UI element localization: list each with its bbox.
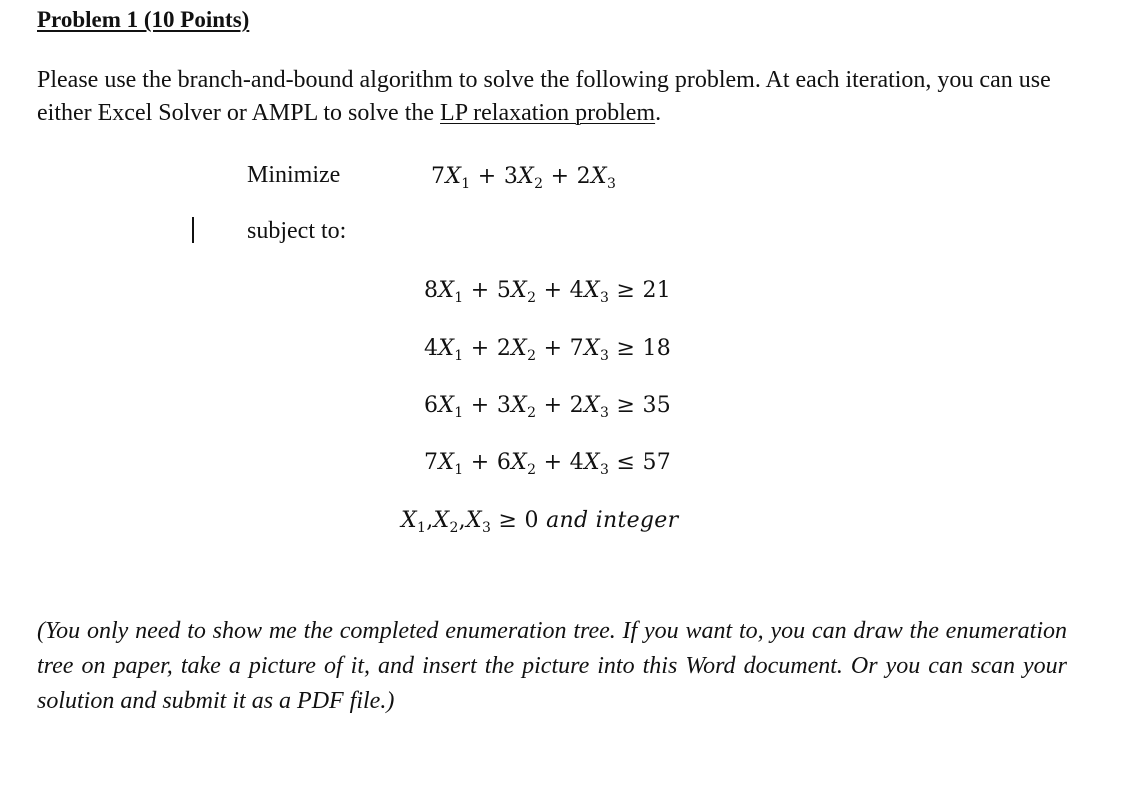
math-variable: X <box>583 278 600 303</box>
subject-to-label: subject to: <box>247 218 347 244</box>
math-subscript: 3 <box>599 348 610 364</box>
math-operator: + <box>463 393 497 418</box>
text-cursor <box>192 217 194 243</box>
math-relation: ≤ <box>609 450 643 475</box>
math-subscript: 2 <box>527 405 537 421</box>
math-comma: , <box>458 508 466 533</box>
math-coefficient: 7 <box>424 450 439 475</box>
math-subscript: 1 <box>454 290 464 306</box>
math-subscript: 1 <box>454 462 464 478</box>
math-relation: ≥ <box>609 278 643 303</box>
math-coefficient: 6 <box>424 393 439 418</box>
math-relation: ≥ <box>491 508 525 533</box>
math-coefficient: 4 <box>569 450 584 475</box>
math-operator: + <box>536 450 570 475</box>
math-subscript: 1 <box>454 405 464 421</box>
constraint-3 <box>424 393 672 421</box>
problem-title: Problem 1 (10 Points) <box>37 7 250 32</box>
math-rhs: 57 <box>642 450 672 475</box>
constraint-2 <box>424 336 672 364</box>
math-operator: + <box>463 336 497 361</box>
constraint-1 <box>424 278 672 306</box>
closing-note: (You only need to show me the completed enumeration tree. If you want to, you can draw the enumeration tree on paper, take a picture of it, and insert the picture into this Word document. Or you can scan your solution and submit it as a PDF file.) <box>37 618 1067 714</box>
math-rhs: 21 <box>642 278 672 303</box>
math-variable: X <box>511 336 528 361</box>
math-subscript: 3 <box>599 290 610 306</box>
math-variable: X <box>590 164 607 189</box>
math-rhs: 0 <box>524 508 547 533</box>
math-variable: X <box>438 336 455 361</box>
math-variable: X <box>511 450 528 475</box>
math-operator: + <box>536 393 570 418</box>
nonnegativity-integer-constraint <box>401 508 679 536</box>
math-variable: X <box>518 164 535 189</box>
math-coefficient: 2 <box>576 164 591 189</box>
math-operator: + <box>470 164 504 189</box>
math-coefficient: 8 <box>424 278 439 303</box>
math-subscript: 3 <box>481 520 492 536</box>
lp-relaxation-link[interactable]: LP relaxation problem <box>440 100 656 126</box>
math-coefficient: 4 <box>569 278 584 303</box>
math-operator: + <box>536 336 570 361</box>
math-operator: + <box>543 164 577 189</box>
math-variable: X <box>511 278 528 303</box>
objective-function <box>431 164 617 192</box>
math-subscript: 1 <box>461 176 471 192</box>
math-variable: X <box>438 393 455 418</box>
math-subscript: 2 <box>449 520 459 536</box>
math-subscript: 2 <box>527 290 537 306</box>
math-variable: X <box>438 450 455 475</box>
math-variable: X <box>438 278 455 303</box>
math-subscript: 2 <box>527 462 537 478</box>
math-coefficient: 4 <box>424 336 439 361</box>
intro-period: . <box>655 100 662 126</box>
math-variable: X <box>401 508 417 533</box>
math-variable: X <box>433 508 450 533</box>
math-subscript: 3 <box>599 462 610 478</box>
math-coefficient: 3 <box>496 393 512 418</box>
math-operator: + <box>463 278 497 303</box>
intro-text: Please use the branch-and-bound algorithm to solve the following problem. At each iteration, you can use either Excel Solver or AMPL to solve the <box>37 67 1051 126</box>
math-coefficient: 7 <box>569 336 584 361</box>
math-coefficient: 2 <box>496 336 512 361</box>
math-operator: + <box>536 278 570 303</box>
problem-intro <box>37 64 1097 130</box>
math-comma: , <box>426 508 434 533</box>
math-subscript: 3 <box>606 176 617 192</box>
math-relation: ≥ <box>609 336 643 361</box>
math-variable: X <box>511 393 528 418</box>
math-coefficient: 2 <box>569 393 584 418</box>
math-variable: X <box>465 508 482 533</box>
math-subscript: 2 <box>527 348 537 364</box>
math-variable: X <box>445 164 462 189</box>
constraint-4 <box>424 450 672 478</box>
minimize-label: Minimize <box>247 162 341 188</box>
math-subscript: 3 <box>599 405 610 421</box>
math-coefficient: 5 <box>496 278 512 303</box>
math-rhs: 35 <box>642 393 672 418</box>
math-variable: X <box>583 450 600 475</box>
math-relation: ≥ <box>609 393 643 418</box>
math-variable: X <box>583 336 600 361</box>
math-variable: X <box>583 393 600 418</box>
math-subscript: 1 <box>416 520 427 536</box>
math-coefficient: 6 <box>496 450 512 475</box>
math-operator: + <box>463 450 497 475</box>
math-coefficient: 3 <box>503 164 519 189</box>
math-subscript: 2 <box>534 176 544 192</box>
math-rhs: 18 <box>642 336 672 361</box>
math-coefficient: 7 <box>431 164 446 189</box>
math-subscript: 1 <box>454 348 464 364</box>
math-suffix: and integer <box>546 508 679 533</box>
